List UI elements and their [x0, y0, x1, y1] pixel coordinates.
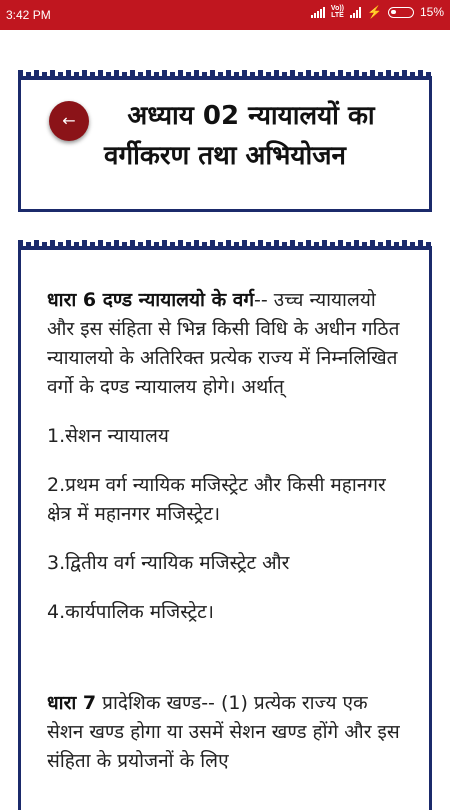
content-body — [47, 286, 407, 796]
section-6-text: -- उच्च न्यायालयो और इस संहिता से भिन्न किसी विधि के अधीन गठित न्यायालयो के अतिरिक्त प्रत्येक राज्य में निम्नलिखित वर्गो के दण्ड न्यायालय होगे। अर्थात् — [47, 289, 400, 398]
section-7 — [47, 689, 407, 776]
title-card — [18, 80, 432, 212]
section-7-heading: धारा 7 — [47, 692, 97, 714]
list-item: 3.द्वितीय वर्ग न्यायिक मजिस्ट्रेट और — [47, 552, 290, 574]
signal-icon-2 — [350, 6, 361, 18]
list-item: 2.प्रथम वर्ग न्यायिक मजिस्ट्रेट और किसी महानगर क्षेत्र में महानगर मजिस्ट्रेट। — [47, 474, 386, 525]
signal-icon — [311, 6, 325, 18]
section-6-heading: धारा 6 दण्ड न्यायालयो के वर्ग — [47, 289, 255, 311]
list-item: 4.कार्यपालिक मजिस्ट्रेट। — [47, 601, 214, 623]
status-bar — [0, 0, 450, 30]
section-6 — [47, 286, 407, 402]
back-arrow-icon: ← — [62, 111, 76, 130]
charging-bolt-icon: ⚡ — [367, 5, 382, 19]
section-7-text: प्रादेशिक खण्ड-- (1) प्रत्येक राज्य एक सेशन खण्ड होगा या उसमें सेशन खण्ड होंगे और इस संहिता के प्रयोजनों के लिए — [47, 692, 400, 772]
status-time: 3:42 PM — [6, 8, 51, 22]
content-card — [18, 250, 432, 810]
volte-lte-icon: Vo)) LTE — [330, 5, 345, 19]
page-title: अध्याय 02 न्यायालयों का वर्गीकरण तथा अभियोजन — [104, 101, 375, 171]
list-item: 1.सेशन न्यायालय — [47, 425, 169, 447]
battery-percent: 15% — [419, 5, 444, 19]
status-icons — [311, 5, 444, 19]
battery-icon — [388, 7, 414, 18]
